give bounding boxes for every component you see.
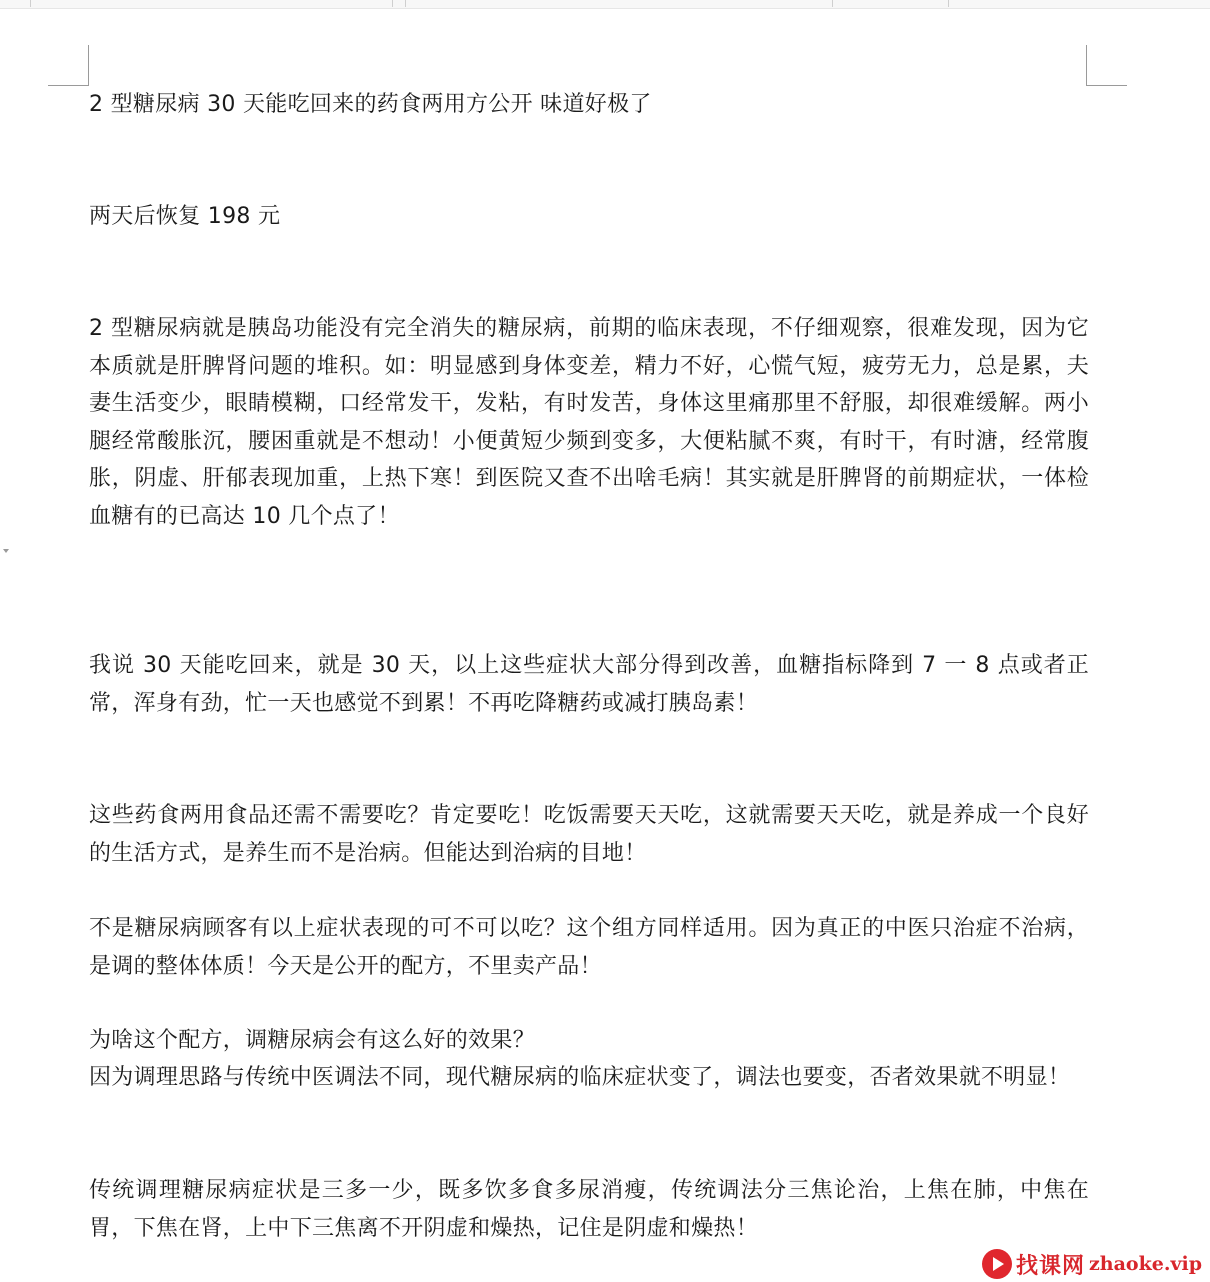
paragraph-traditional: 传统调理糖尿病症状是三多一少，既多饮多食多尿消瘦，传统调法分三焦论治，上焦在肺，中焦在胃，下焦在肾，上中下三焦离不开阴虚和燥热，记住是阴虚和燥热！ [89,1178,1089,1241]
ruler-tick [405,0,406,7]
paragraph-30-days: 我说 30 天能吃回来，就是 30 天，以上这些症状大部分得到改善，血糖指标降到 7 一 8 点或者正常，浑身有劲，忙一天也感觉不到累！不再吃降糖药或减打胰岛素！ [89,653,1089,716]
paragraph-non-diabetic: 不是糖尿病顾客有以上症状表现的可不可以吃？这个组方同样适用。因为真正的中医只治症不治病，是调的整体体质！今天是公开的配方，不里卖产品！ [89,916,1089,979]
paragraph-daily-use: 这些药食两用食品还需不需要吃？肯定要吃！吃饭需要天天吃，这就需要天天吃，就是养成一个良好的生活方式，是养生而不是治病。但能达到治病的目地！ [89,803,1089,866]
ruler-tick [948,0,949,7]
ruler-tick [30,0,31,7]
watermark-en-text: zhaoke.vip [1089,1253,1203,1275]
paragraph-reason: 因为调理思路与传统中医调法不同，现代糖尿病的临床症状变了，调法也要变，否者效果就不明显！ [89,1065,1071,1090]
price-note: 两天后恢复 198 元 [89,204,281,229]
top-ruler [0,0,1210,9]
collapse-caret-icon[interactable] [3,549,9,553]
paragraph-question: 为啥这个配方，调糖尿病会有这么好的效果？ [89,1028,536,1053]
play-logo-icon [982,1249,1012,1279]
watermark-cn-text: 找课网 [1016,1252,1086,1279]
site-watermark [982,1246,1202,1282]
page-margin-corner-top-left [48,45,89,86]
paragraph-symptoms: 2 型糖尿病就是胰岛功能没有完全消失的糖尿病，前期的临床表现，不仔细观察，很难发现，因为它本质就是肝脾肾问题的堆积。如：明显感到身体变差，精力不好，心慌气短，疲劳无力，总是累，夫妻生活变少，眼睛模糊，口经常发干，发粘，有时发苦，身体这里痛那里不舒服，却很难缓解。两小腿经常酸胀沉，腰困重就是不想动！小便黄短少频到变多，大便粘腻不爽，有时干，有时溏，经常腹胀，阴虚、肝郁表现加重，上热下寒！到医院又查不出啥毛病！其实就是肝脾肾的前期症状，一体检血糖有的已高达 10 几个点了！ [89,316,1089,529]
ruler-tick [392,0,393,7]
page-margin-corner-top-right [1086,45,1127,86]
ruler-tick [832,0,833,7]
document-title: 2 型糖尿病 30 天能吃回来的药食两用方公开 味道好极了 [89,92,652,117]
